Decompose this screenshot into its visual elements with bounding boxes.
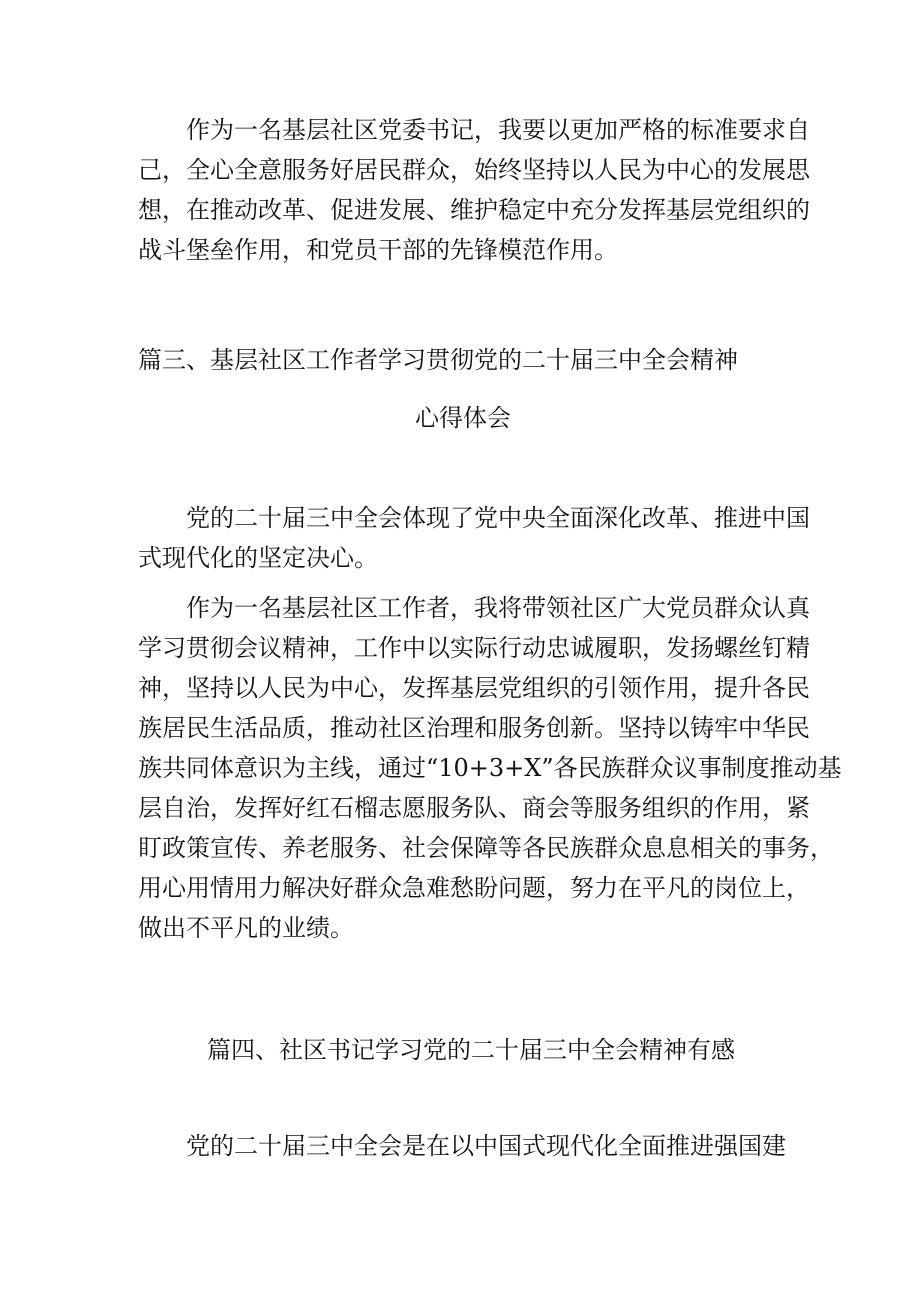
section-three-title-line-1: 篇三、基层社区工作者学习贯彻党的二十届三中全会精神 [138,346,738,374]
section-two-closing-paragraph [138,110,810,270]
paragraph-line: 神，坚持以人民为中心，发挥基层党组织的引领作用，提升各民 [138,674,810,702]
paragraph-line: 族居民生活品质，推动社区治理和服务创新。坚持以铸牢中华民 [138,714,810,742]
paragraph-line: 做出不平凡的业绩。 [138,914,354,942]
section-three-paragraph-1 [138,498,810,578]
paragraph-line: 党的二十届三中全会体现了党中央全面深化改革、推进中国 [186,504,810,532]
section-four-title: 篇四、社区书记学习党的二十届三中全会精神有感 [207,1036,735,1064]
paragraph-line: 用心用情用力解决好群众急难愁盼问题，努力在平凡的岗位上， [138,874,810,902]
section-three-paragraph-2 [138,588,842,948]
paragraph-line: 战斗堡垒作用，和党员干部的先锋模范作用。 [138,236,618,264]
paragraph-line: 作为一名基层社区党委书记，我要以更加严格的标准要求自 [186,116,810,144]
paragraph-line: 学习贯彻会议精神，工作中以实际行动忠诚履职，发扬螺丝钉精 [138,634,810,662]
paragraph-line: 党的二十届三中全会是在以中国式现代化全面推进强国建 [186,1132,786,1160]
paragraph-line: 己，全心全意服务好居民群众，始终坚持以人民为中心的发展思 [138,156,810,184]
paragraph-line: 层自治，发挥好红石榴志愿服务队、商会等服务组织的作用，紧 [138,794,810,822]
paragraph-line: 作为一名基层社区工作者，我将带领社区广大党员群众认真 [186,594,810,622]
paragraph-line: 式现代化的坚定决心。 [138,544,378,572]
paragraph-line: 盯政策宣传、养老服务、社会保障等各民族群众息息相关的事务， [138,834,834,862]
paragraph-line: 想，在推动改革、促进发展、维护稳定中充分发挥基层党组织的 [138,196,810,224]
section-four-paragraph-1 [138,1126,786,1166]
paragraph-line: 族共同体意识为主线，通过“10+3+X”各民族群众议事制度推动基 [138,754,842,782]
section-three-title-line-2: 心得体会 [415,404,511,432]
